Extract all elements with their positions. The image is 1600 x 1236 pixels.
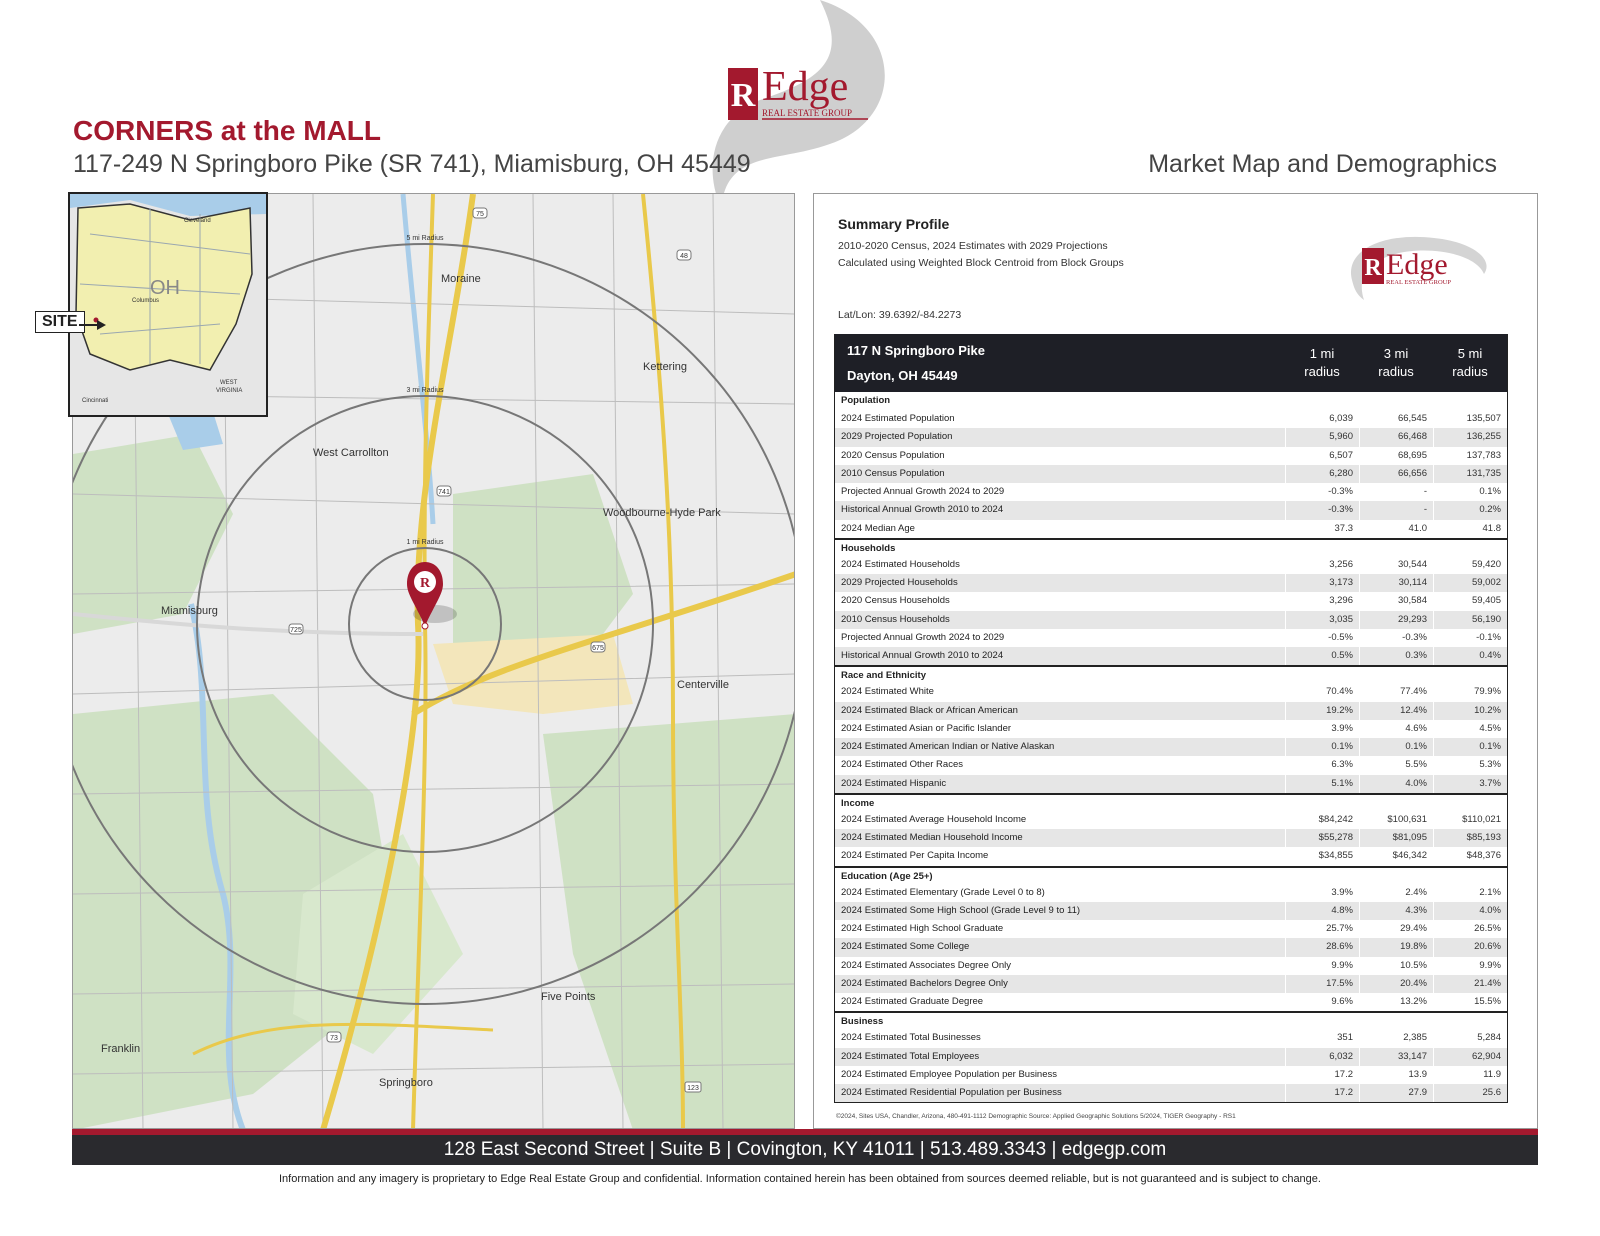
row-label: 2010 Census Population bbox=[841, 467, 945, 479]
row-value: 20.4% bbox=[1359, 975, 1433, 993]
table-row bbox=[835, 920, 1507, 938]
row-value: 3,256 bbox=[1285, 556, 1359, 574]
row-label: 2024 Estimated Total Employees bbox=[841, 1050, 980, 1062]
table-row bbox=[835, 756, 1507, 774]
table-row bbox=[835, 1048, 1507, 1066]
property-title: CORNERS at the MALL bbox=[73, 115, 381, 146]
row-label: 2024 Estimated White bbox=[841, 686, 934, 698]
row-value: $85,193 bbox=[1433, 829, 1507, 847]
page-subtitle: Market Map and Demographics bbox=[1148, 150, 1497, 178]
row-value: 131,735 bbox=[1433, 465, 1507, 483]
row-value: 4.0% bbox=[1359, 775, 1433, 793]
row-value: 10.2% bbox=[1433, 702, 1507, 720]
row-value: 4.5% bbox=[1433, 720, 1507, 738]
section-label: Population bbox=[835, 392, 1507, 410]
row-value: $34,855 bbox=[1285, 847, 1359, 865]
section-label: Business bbox=[835, 1011, 1507, 1029]
radius-label-1mi: 1 mi Radius bbox=[406, 539, 444, 546]
road-shield: 48 bbox=[680, 253, 688, 260]
row-value: -0.3% bbox=[1285, 501, 1359, 519]
row-value: 4.3% bbox=[1359, 902, 1433, 920]
row-value: 137,783 bbox=[1433, 447, 1507, 465]
panel-logo-wordmark: Edge bbox=[1386, 248, 1448, 281]
place-label: Woodbourne-Hyde Park bbox=[603, 507, 721, 519]
row-value: 3,296 bbox=[1285, 592, 1359, 610]
table-row bbox=[835, 465, 1507, 483]
row-value: 29,293 bbox=[1359, 611, 1433, 629]
row-value: 27.9 bbox=[1359, 1084, 1433, 1102]
row-value: 66,545 bbox=[1359, 410, 1433, 428]
table-row bbox=[835, 611, 1507, 629]
row-value: 3.9% bbox=[1285, 884, 1359, 902]
column-header-5mi: 5 mi radius bbox=[1452, 346, 1488, 379]
table-row bbox=[835, 847, 1507, 865]
ohio-inset-map bbox=[68, 192, 268, 417]
row-value: 15.5% bbox=[1433, 993, 1507, 1011]
section-rows bbox=[835, 1029, 1507, 1102]
property-address: 117-249 N Springboro Pike (SR 741), Miamisburg, OH 45449 bbox=[73, 150, 751, 178]
section-rows bbox=[835, 811, 1507, 866]
table-row bbox=[835, 938, 1507, 956]
row-label: 2024 Estimated Median Household Income bbox=[841, 832, 1023, 843]
row-value: -0.3% bbox=[1359, 629, 1433, 647]
logo-subtext: REAL ESTATE GROUP bbox=[762, 108, 852, 118]
row-value: 28.6% bbox=[1285, 938, 1359, 956]
row-value: 0.1% bbox=[1359, 738, 1433, 756]
demographics-table bbox=[834, 334, 1508, 1103]
place-label: Springboro bbox=[379, 1077, 433, 1089]
row-value: 59,420 bbox=[1433, 556, 1507, 574]
row-label: 2024 Estimated American Indian or Native Alaskan bbox=[841, 741, 1055, 752]
table-row bbox=[835, 447, 1507, 465]
table-body bbox=[835, 392, 1507, 1102]
row-value: 12.4% bbox=[1359, 702, 1433, 720]
row-value: 0.1% bbox=[1285, 738, 1359, 756]
row-value: 5,960 bbox=[1285, 428, 1359, 446]
place-label: Kettering bbox=[643, 361, 688, 373]
row-value: 5.5% bbox=[1359, 756, 1433, 774]
row-label: 2024 Estimated Black or African American bbox=[841, 704, 1018, 716]
row-value: 4.0% bbox=[1433, 902, 1507, 920]
row-value: $55,278 bbox=[1285, 829, 1359, 847]
table-row bbox=[835, 410, 1507, 428]
table-row bbox=[835, 428, 1507, 446]
row-label: 2024 Estimated Employee Population per Business bbox=[841, 1068, 1057, 1080]
row-value: 5.1% bbox=[1285, 775, 1359, 793]
table-row bbox=[835, 1066, 1507, 1084]
row-value: 59,002 bbox=[1433, 574, 1507, 592]
row-label: 2024 Estimated Graduate Degree bbox=[841, 996, 984, 1007]
table-row bbox=[835, 884, 1507, 902]
row-label: 2024 Estimated Per Capita Income bbox=[841, 850, 989, 862]
table-address bbox=[835, 338, 1285, 388]
row-label: 2029 Projected Households bbox=[841, 577, 958, 588]
row-value: 30,544 bbox=[1359, 556, 1433, 574]
row-label: Historical Annual Growth 2010 to 2024 bbox=[841, 650, 1004, 661]
row-value: 13.2% bbox=[1359, 993, 1433, 1011]
row-value: 33,147 bbox=[1359, 1048, 1433, 1066]
row-value: 41.0 bbox=[1359, 520, 1433, 538]
section-label: Race and Ethnicity bbox=[835, 665, 1507, 683]
road-shield: 73 bbox=[330, 1035, 338, 1042]
profile-title: Summary Profile bbox=[838, 216, 950, 232]
row-label: 2024 Estimated Some High School (Grade Level 9 to 11) bbox=[841, 904, 1081, 916]
table-row bbox=[835, 483, 1507, 501]
inset-city: Cincinnati bbox=[82, 398, 109, 404]
table-row bbox=[835, 520, 1507, 538]
row-value: 0.4% bbox=[1433, 647, 1507, 665]
table-row bbox=[835, 811, 1507, 829]
row-value: 19.2% bbox=[1285, 702, 1359, 720]
table-header bbox=[835, 334, 1507, 392]
row-value: 13.9 bbox=[1359, 1066, 1433, 1084]
row-label: 2024 Estimated High School Graduate bbox=[841, 923, 1004, 934]
row-value: 0.5% bbox=[1285, 647, 1359, 665]
footer-disclaimer: Information and any imagery is proprietary to Edge Real Estate Group and confidential. Information contained herein has been obtained from sources deemed reliable, but is not guaranteed and is subject to change. bbox=[279, 1173, 1321, 1185]
place-label: West Carrollton bbox=[313, 447, 389, 459]
row-value: 6,280 bbox=[1285, 465, 1359, 483]
row-value: 0.1% bbox=[1433, 738, 1507, 756]
road-shield: 725 bbox=[290, 627, 302, 634]
summary-profile-panel bbox=[813, 193, 1538, 1129]
table-row bbox=[835, 702, 1507, 720]
row-value: 79.9% bbox=[1433, 683, 1507, 701]
row-value: $81,095 bbox=[1359, 829, 1433, 847]
section-rows bbox=[835, 410, 1507, 538]
row-value: 66,656 bbox=[1359, 465, 1433, 483]
inset-region: WEST bbox=[220, 380, 238, 386]
row-value: 2,385 bbox=[1359, 1029, 1433, 1047]
column-header-3mi: 3 mi radius bbox=[1378, 346, 1414, 379]
row-label: Historical Annual Growth 2010 to 2024 bbox=[841, 504, 1004, 516]
row-value: 3.9% bbox=[1285, 720, 1359, 738]
row-label: 2024 Estimated Other Races bbox=[841, 759, 963, 771]
row-value: 21.4% bbox=[1433, 975, 1507, 993]
row-value: 3,035 bbox=[1285, 611, 1359, 629]
row-value: 6,032 bbox=[1285, 1048, 1359, 1066]
row-value: 25.7% bbox=[1285, 920, 1359, 938]
profile-subtitle: 2010-2020 Census, 2024 Estimates with 2029 Projections bbox=[838, 240, 1108, 252]
row-value: 5,284 bbox=[1433, 1029, 1507, 1047]
table-row bbox=[835, 629, 1507, 647]
row-label: Projected Annual Growth 2024 to 2029 bbox=[841, 486, 1005, 497]
row-value: -0.1% bbox=[1433, 629, 1507, 647]
row-value: 11.9 bbox=[1433, 1066, 1507, 1084]
lat-lon: Lat/Lon: 39.6392/-84.2273 bbox=[838, 309, 962, 321]
row-value: 17.5% bbox=[1285, 975, 1359, 993]
row-label: 2024 Median Age bbox=[841, 522, 915, 534]
row-value: 9.9% bbox=[1433, 957, 1507, 975]
table-row bbox=[835, 902, 1507, 920]
table-row bbox=[835, 993, 1507, 1011]
place-label: Five Points bbox=[541, 991, 596, 1003]
table-row bbox=[835, 647, 1507, 665]
column-header-1mi: 1 mi radius bbox=[1304, 346, 1340, 379]
table-row bbox=[835, 720, 1507, 738]
row-value: $100,631 bbox=[1359, 811, 1433, 829]
place-label: Miamisburg bbox=[161, 605, 218, 617]
svg-text:R: R bbox=[1364, 255, 1382, 281]
row-value: 59,405 bbox=[1433, 592, 1507, 610]
row-value: - bbox=[1359, 483, 1433, 501]
table-row bbox=[835, 556, 1507, 574]
section-label: Income bbox=[835, 793, 1507, 811]
table-address-line2: Dayton, OH 45449 bbox=[847, 368, 958, 383]
row-label: 2024 Estimated Population bbox=[841, 413, 955, 424]
row-value: 68,695 bbox=[1359, 447, 1433, 465]
row-label: 2024 Estimated Bachelors Degree Only bbox=[841, 977, 1008, 989]
row-value: $46,342 bbox=[1359, 847, 1433, 865]
row-value: $84,242 bbox=[1285, 811, 1359, 829]
row-value: - bbox=[1359, 501, 1433, 519]
row-value: 70.4% bbox=[1285, 683, 1359, 701]
row-value: 5.3% bbox=[1433, 756, 1507, 774]
table-row bbox=[835, 775, 1507, 793]
inset-region: VIRGINIA bbox=[216, 388, 243, 394]
row-value: 17.2 bbox=[1285, 1084, 1359, 1102]
row-label: 2024 Estimated Residential Population per Business bbox=[841, 1087, 1062, 1098]
row-value: 29.4% bbox=[1359, 920, 1433, 938]
table-row bbox=[835, 1029, 1507, 1047]
section-rows bbox=[835, 556, 1507, 666]
table-row bbox=[835, 574, 1507, 592]
row-value: 19.8% bbox=[1359, 938, 1433, 956]
inset-city: Columbus bbox=[132, 298, 160, 304]
row-value: 77.4% bbox=[1359, 683, 1433, 701]
row-value: 0.3% bbox=[1359, 647, 1433, 665]
row-value: $110,021 bbox=[1433, 811, 1507, 829]
radius-label-5mi: 5 mi Radius bbox=[406, 235, 444, 242]
row-value: 41.8 bbox=[1433, 520, 1507, 538]
table-row bbox=[835, 957, 1507, 975]
row-value: 62,904 bbox=[1433, 1048, 1507, 1066]
table-row bbox=[835, 501, 1507, 519]
row-value: 30,114 bbox=[1359, 574, 1433, 592]
row-value: 9.6% bbox=[1285, 993, 1359, 1011]
svg-text:R: R bbox=[730, 77, 756, 114]
row-value: 2.1% bbox=[1433, 884, 1507, 902]
place-label: Moraine bbox=[441, 273, 481, 285]
site-label: SITE bbox=[35, 311, 85, 333]
row-label: 2024 Estimated Households bbox=[841, 558, 960, 570]
row-value: 6,039 bbox=[1285, 410, 1359, 428]
row-value: 136,255 bbox=[1433, 428, 1507, 446]
footer-contact: 128 East Second Street | Suite B | Covington, KY 41011 | 513.489.3343 | edgegp.com bbox=[72, 1135, 1538, 1165]
table-row bbox=[835, 592, 1507, 610]
table-row bbox=[835, 975, 1507, 993]
row-value: -0.5% bbox=[1285, 629, 1359, 647]
road-shield: 75 bbox=[476, 211, 484, 218]
place-label: Franklin bbox=[101, 1043, 141, 1055]
row-label: 2024 Estimated Associates Degree Only bbox=[841, 959, 1012, 971]
row-value: -0.3% bbox=[1285, 483, 1359, 501]
panel-logo bbox=[1344, 230, 1494, 300]
row-value: 25.6 bbox=[1433, 1084, 1507, 1102]
row-value: 6,507 bbox=[1285, 447, 1359, 465]
row-label: 2020 Census Households bbox=[841, 595, 950, 607]
row-value: 37.3 bbox=[1285, 520, 1359, 538]
brand-logo bbox=[728, 66, 898, 126]
road-shield: 675 bbox=[592, 645, 604, 652]
row-value: 66,468 bbox=[1359, 428, 1433, 446]
section-rows bbox=[835, 683, 1507, 793]
row-value: 135,507 bbox=[1433, 410, 1507, 428]
row-label: 2024 Estimated Asian or Pacific Islander bbox=[841, 722, 1012, 734]
row-value: 3,173 bbox=[1285, 574, 1359, 592]
section-rows bbox=[835, 884, 1507, 1012]
place-label: Centerville bbox=[677, 679, 729, 691]
row-value: 56,190 bbox=[1433, 611, 1507, 629]
row-value: 17.2 bbox=[1285, 1066, 1359, 1084]
row-value: 9.9% bbox=[1285, 957, 1359, 975]
section-label: Households bbox=[835, 538, 1507, 556]
row-label: 2020 Census Population bbox=[841, 449, 945, 461]
row-value: 351 bbox=[1285, 1029, 1359, 1047]
arrow-right-icon bbox=[79, 318, 107, 332]
row-value: 3.7% bbox=[1433, 775, 1507, 793]
table-row bbox=[835, 738, 1507, 756]
inset-state-label: OH bbox=[150, 277, 180, 299]
row-label: 2024 Estimated Some College bbox=[841, 941, 970, 953]
row-value: 20.6% bbox=[1433, 938, 1507, 956]
row-value: 4.6% bbox=[1359, 720, 1433, 738]
row-label: 2024 Estimated Average Household Income bbox=[841, 813, 1027, 825]
row-label: 2024 Estimated Elementary (Grade Level 0 to 8) bbox=[841, 886, 1045, 898]
row-value: 0.1% bbox=[1433, 483, 1507, 501]
row-label: 2010 Census Households bbox=[841, 613, 950, 625]
row-value: $48,376 bbox=[1433, 847, 1507, 865]
row-label: 2029 Projected Population bbox=[841, 431, 953, 443]
inset-city: Cleveland bbox=[184, 218, 211, 224]
row-value: 26.5% bbox=[1433, 920, 1507, 938]
panel-logo-subtext: REAL ESTATE GROUP bbox=[1386, 279, 1451, 286]
row-value: 30,584 bbox=[1359, 592, 1433, 610]
road-shield: 741 bbox=[438, 489, 450, 496]
row-value: 4.8% bbox=[1285, 902, 1359, 920]
radius-label-3mi: 3 mi Radius bbox=[406, 387, 444, 394]
row-label: 2024 Estimated Total Businesses bbox=[841, 1032, 981, 1044]
table-address-line1: 117 N Springboro Pike bbox=[847, 343, 985, 358]
row-value: 0.2% bbox=[1433, 501, 1507, 519]
table-row bbox=[835, 1084, 1507, 1102]
row-value: 2.4% bbox=[1359, 884, 1433, 902]
road-shield: 123 bbox=[687, 1085, 699, 1092]
section-label: Education (Age 25+) bbox=[835, 866, 1507, 884]
row-value: 6.3% bbox=[1285, 756, 1359, 774]
table-row bbox=[835, 683, 1507, 701]
profile-method: Calculated using Weighted Block Centroid from Block Groups bbox=[838, 257, 1124, 269]
logo-wordmark: Edge bbox=[762, 66, 849, 110]
table-row bbox=[835, 829, 1507, 847]
row-label: 2024 Estimated Hispanic bbox=[841, 777, 947, 789]
data-source-note: ©2024, Sites USA, Chandler, Arizona, 480-491-1112 Demographic Source: Applied Geographic Solutions 5/2024, TIGER Geography - RS1 bbox=[836, 1113, 1236, 1120]
svg-text:R: R bbox=[419, 576, 431, 591]
row-value: 10.5% bbox=[1359, 957, 1433, 975]
row-label: Projected Annual Growth 2024 to 2029 bbox=[841, 631, 1005, 643]
